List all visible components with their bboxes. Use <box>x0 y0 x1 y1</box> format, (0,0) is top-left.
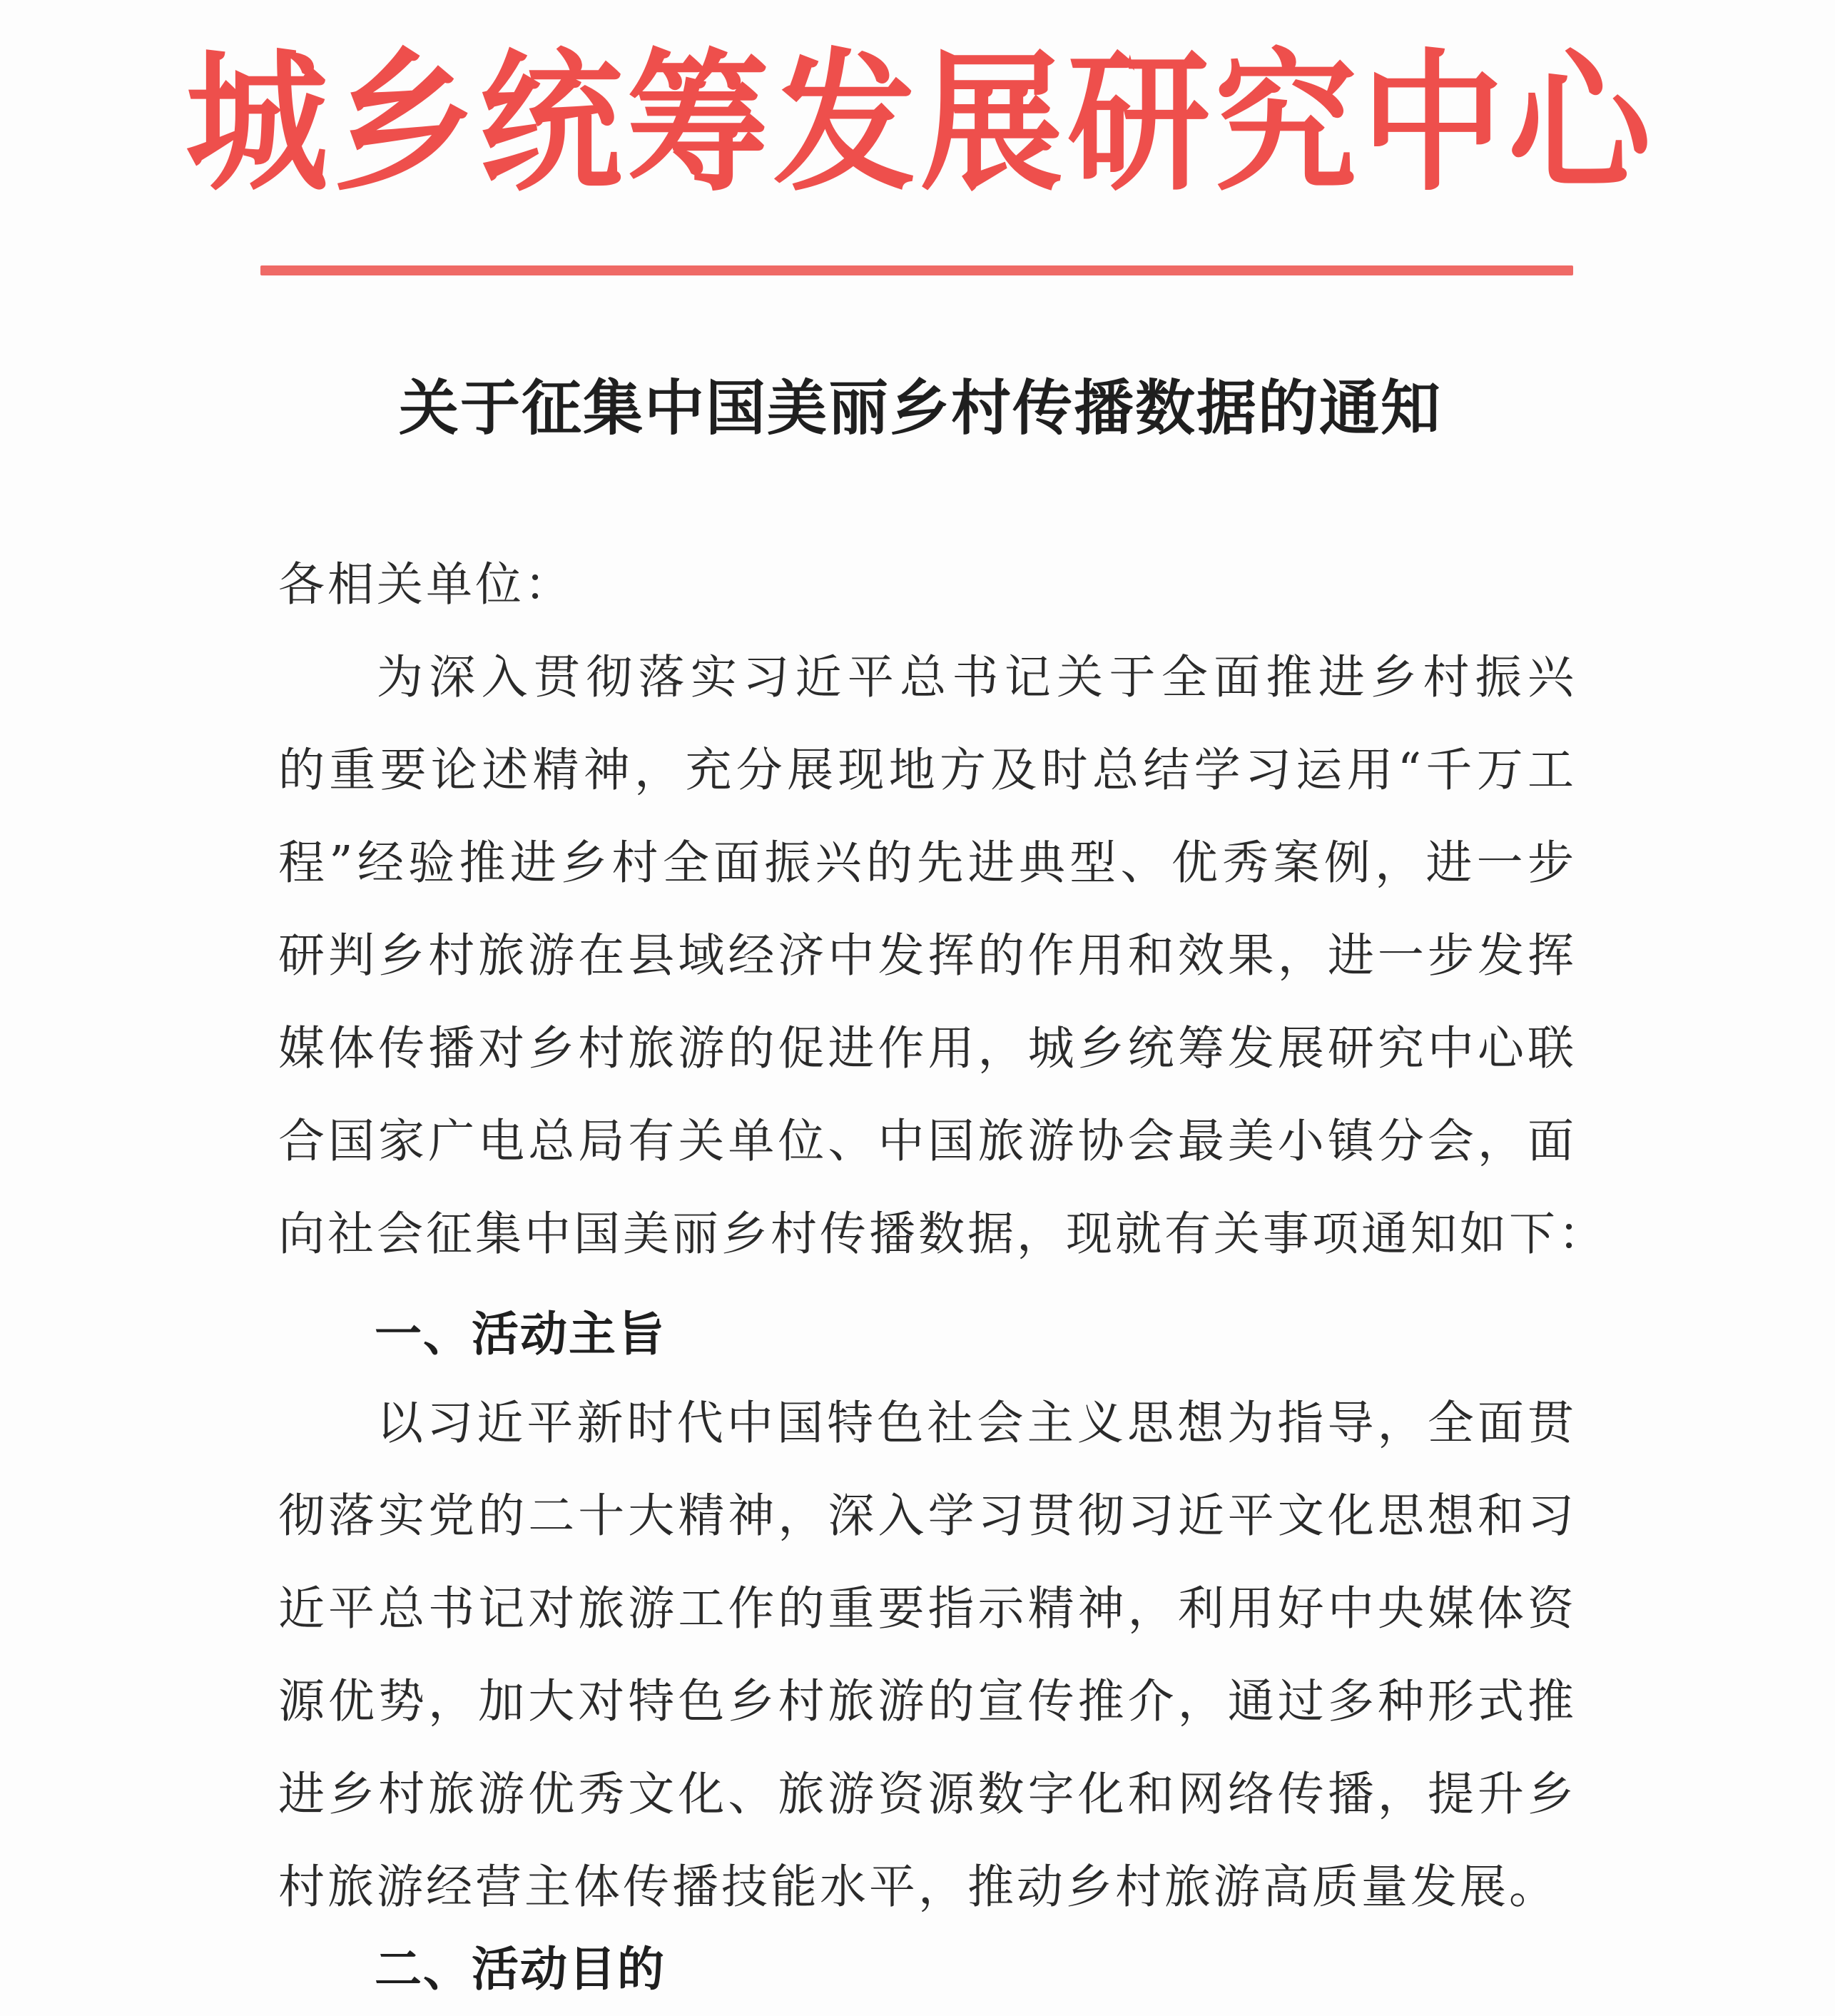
red-header-rule <box>260 265 1573 275</box>
section-heading-1: 一、活动主旨 <box>375 1307 666 1362</box>
intro-paragraph <box>278 632 1608 1281</box>
section-heading-2: 二、活动目的 <box>375 1942 666 1997</box>
salutation-line: 各相关单位： <box>278 558 574 612</box>
paragraph-line: 媒体传播对乡村旅游的促进作用，城乡统筹发展研究中心联 <box>278 1022 1577 1075</box>
paragraph-line: 村旅游经营主体传播技能水平，推动乡村旅游高质量发展。 <box>278 1860 1559 1914</box>
paragraph-line: 彻落实党的二十大精神，深入学习贯彻习近平文化思想和习 <box>278 1489 1577 1543</box>
paragraph-line: 近平总书记对旅游工作的重要指示精神，利用好中央媒体资 <box>278 1582 1577 1636</box>
salutation <box>278 539 1577 632</box>
paragraph-line: 以习近平新时代中国特色社会主义思想为指导，全面贯 <box>377 1397 1577 1450</box>
document-title: 关于征集中国美丽乡村传播数据的通知 <box>398 373 1442 443</box>
organization-masthead: 城乡统筹发展研究中心 <box>185 35 1656 212</box>
paragraph-line: 向社会征集中国美丽乡村传播数据，现就有关事项通知如下： <box>278 1207 1608 1261</box>
paragraph-line: 程”经验推进乡村全面振兴的先进典型、优秀案例，进一步 <box>278 836 1577 890</box>
paragraph-line: 研判乡村旅游在县域经济中发挥的作用和效果，进一步发挥 <box>278 929 1577 983</box>
paragraph-line: 为深入贯彻落实习近平总书记关于全面推进乡村振兴 <box>377 651 1577 704</box>
paragraph-line: 的重要论述精神，充分展现地方及时总结学习运用“千万工 <box>278 744 1577 797</box>
section1-paragraph <box>278 1377 1577 1934</box>
paragraph-line: 合国家广电总局有关单位、中国旅游协会最美小镇分会，面 <box>278 1115 1577 1168</box>
paragraph-line: 进乡村旅游优秀文化、旅游资源数字化和网络传播，提升乡 <box>278 1768 1577 1821</box>
paragraph-line: 源优势，加大对特色乡村旅游的宣传推介，通过多种形式推 <box>278 1675 1577 1728</box>
